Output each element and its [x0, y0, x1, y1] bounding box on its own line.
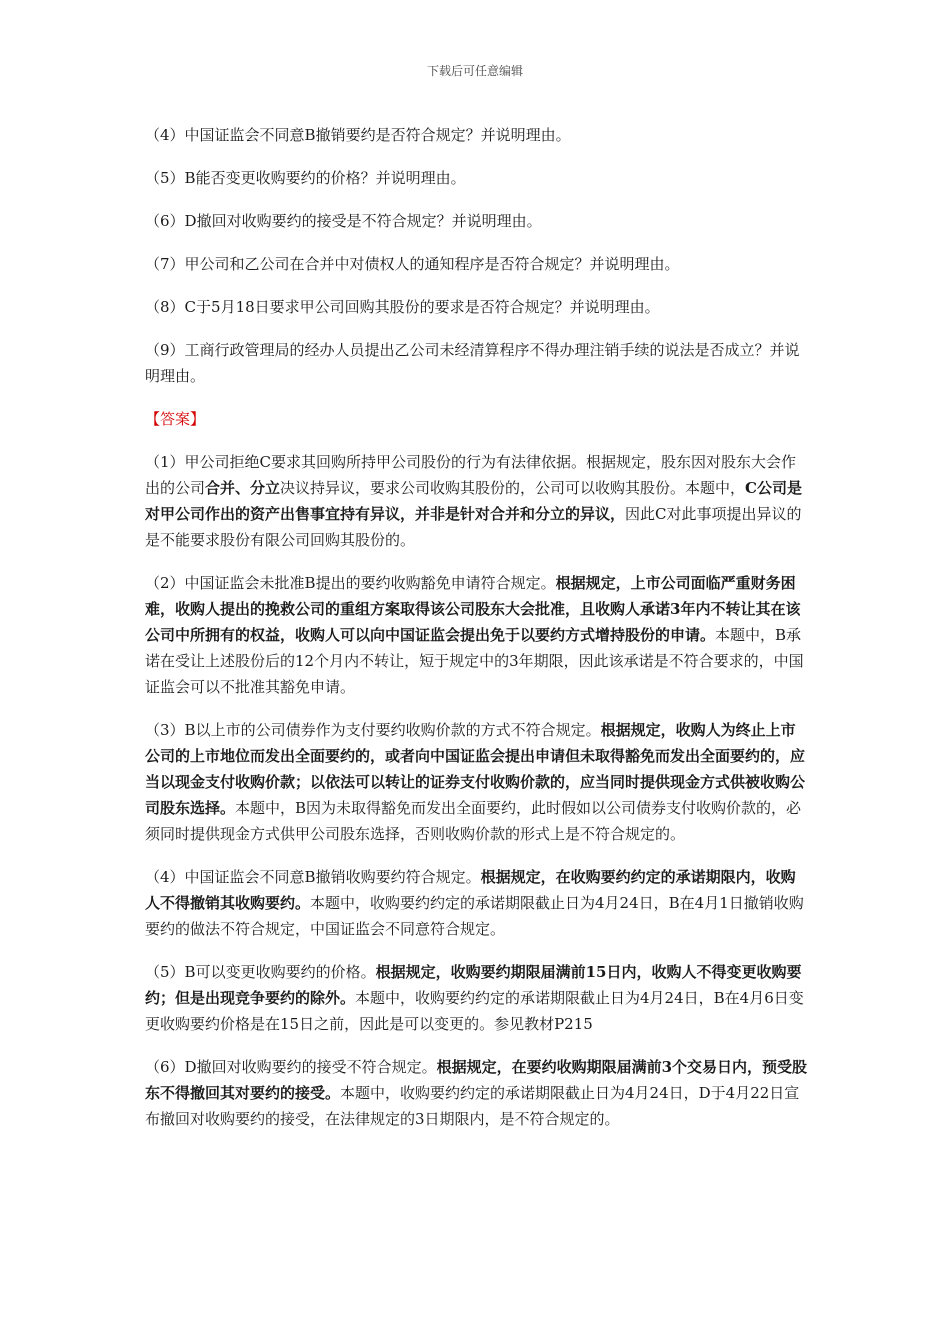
question-6: （6）D撤回对收购要约的接受是不符合规定？并说明理由。	[145, 212, 542, 230]
answer-5-text-a: （5）B可以变更收购要约的价格。	[145, 963, 376, 981]
question-9: （9）工商行政管理局的经办人员提出乙公司未经清算程序不得办理注销手续的说法是否成立？并说明理由。	[145, 341, 800, 385]
answer-6-text-a: （6）D撤回对收购要约的接受不符合规定。	[145, 1058, 437, 1076]
question-4: （4）中国证监会不同意B撤销要约是否符合规定？并说明理由。	[145, 126, 571, 144]
answer-4	[145, 864, 810, 942]
answer-1-text-b: 决议持异议，要求公司收购其股份的，公司可以收购其股份。本题中，	[280, 479, 746, 497]
page-header: 下载后可任意编辑	[426, 64, 523, 78]
question-5: （5）B能否变更收购要约的价格？并说明理由。	[145, 169, 466, 187]
answer-3-text-a: （3）B以上市的公司债券作为支付要约收购价款的方式不符合规定。	[145, 721, 601, 739]
question-7: （7）甲公司和乙公司在合并中对债权人的通知程序是否符合规定？并说明理由。	[145, 255, 680, 273]
answer-2-text-a: （2）中国证监会未批准B提出的要约收购豁免申请符合规定。	[145, 574, 556, 592]
answer-1-bold-b: C公司是对甲公司作出的资产出售事宜持有异议，并非是针对合并和分立的异议，	[145, 479, 802, 523]
answer-3	[145, 717, 810, 847]
answer-1-bold-a: 合并、分立	[205, 479, 281, 497]
answer-3-bold: 根据规定，收购人为终止上市公司的上市地位而发出全面要约的，或者向中国证监会提出申请但未取得豁免而发出全面要约的，应当以现金支付收购价款；以依法可以转让的证券支付收购价款的，应当同时提供现金方式供被收购公司股东选择。	[145, 721, 806, 817]
answer-6-bold: 根据规定，在要约收购期限届满前3个交易日内，预受股东不得撤回其对要约的接受。	[145, 1058, 808, 1102]
answer-2-bold: 根据规定，上市公司面临严重财务困难，收购人提出的挽救公司的重组方案取得该公司股东大会批准，且收购人承诺3年内不转让其在该公司中所拥有的权益，收购人可以向中国证监会提出免于以要约方式增持股份的申请。	[145, 574, 801, 644]
answer-3-text-b: 本题中，B因为未取得豁免而发出全面要约，此时假如以公司债券支付收购价款的，必须同时提供现金方式供甲公司股东选择，否则收购价款的形式上是不符合规定的。	[145, 799, 802, 843]
answer-2	[145, 570, 810, 700]
answer-2-text-b: 本题中，B承诺在受让上述股份后的12个月内不转让，短于规定中的3年期限，因此该承诺是不符合要求的，中国证监会可以不批准其豁免申请。	[145, 626, 804, 696]
document-body	[145, 122, 810, 1149]
answer-5-text-b: 本题中，收购要约约定的承诺期限截止日为4月24日，B在4月6日变更收购要约价格是在15日之前，因此是可以变更的。参见教材P215	[145, 989, 804, 1033]
answer-4-bold: 根据规定，在收购要约约定的承诺期限内，收购人不得撤销其收购要约。	[145, 868, 796, 912]
answer-5	[145, 959, 810, 1037]
answer-4-text-b: 本题中，收购要约约定的承诺期限截止日为4月24日，B在4月1日撤销收购要约的做法不符合规定，中国证监会不同意符合规定。	[145, 894, 804, 938]
answer-1-text-a: （1）甲公司拒绝C要求其回购所持甲公司股份的行为有法律依据。根据规定，股东因对股东大会作出的公司	[145, 453, 797, 497]
answer-6	[145, 1054, 810, 1132]
question-8: （8）C于5月18日要求甲公司回购其股份的要求是否符合规定？并说明理由。	[145, 298, 660, 316]
answer-6-text-b: 本题中，收购要约约定的承诺期限截止日为4月24日，D于4月22日宣布撤回对收购要约的接受，在法律规定的3日期限内，是不符合规定的。	[145, 1084, 800, 1128]
answer-4-text-a: （4）中国证监会不同意B撤销收购要约符合规定。	[145, 868, 481, 886]
answer-5-bold: 根据规定，收购要约期限届满前15日内，收购人不得变更收购要约；但是出现竞争要约的除外。	[145, 963, 802, 1007]
answer-1-text-c: 因此C对此事项提出异议的是不能要求股份有限公司回购其股份的。	[145, 505, 802, 549]
answer-heading: 【答案】	[145, 410, 206, 428]
answer-1	[145, 449, 810, 553]
